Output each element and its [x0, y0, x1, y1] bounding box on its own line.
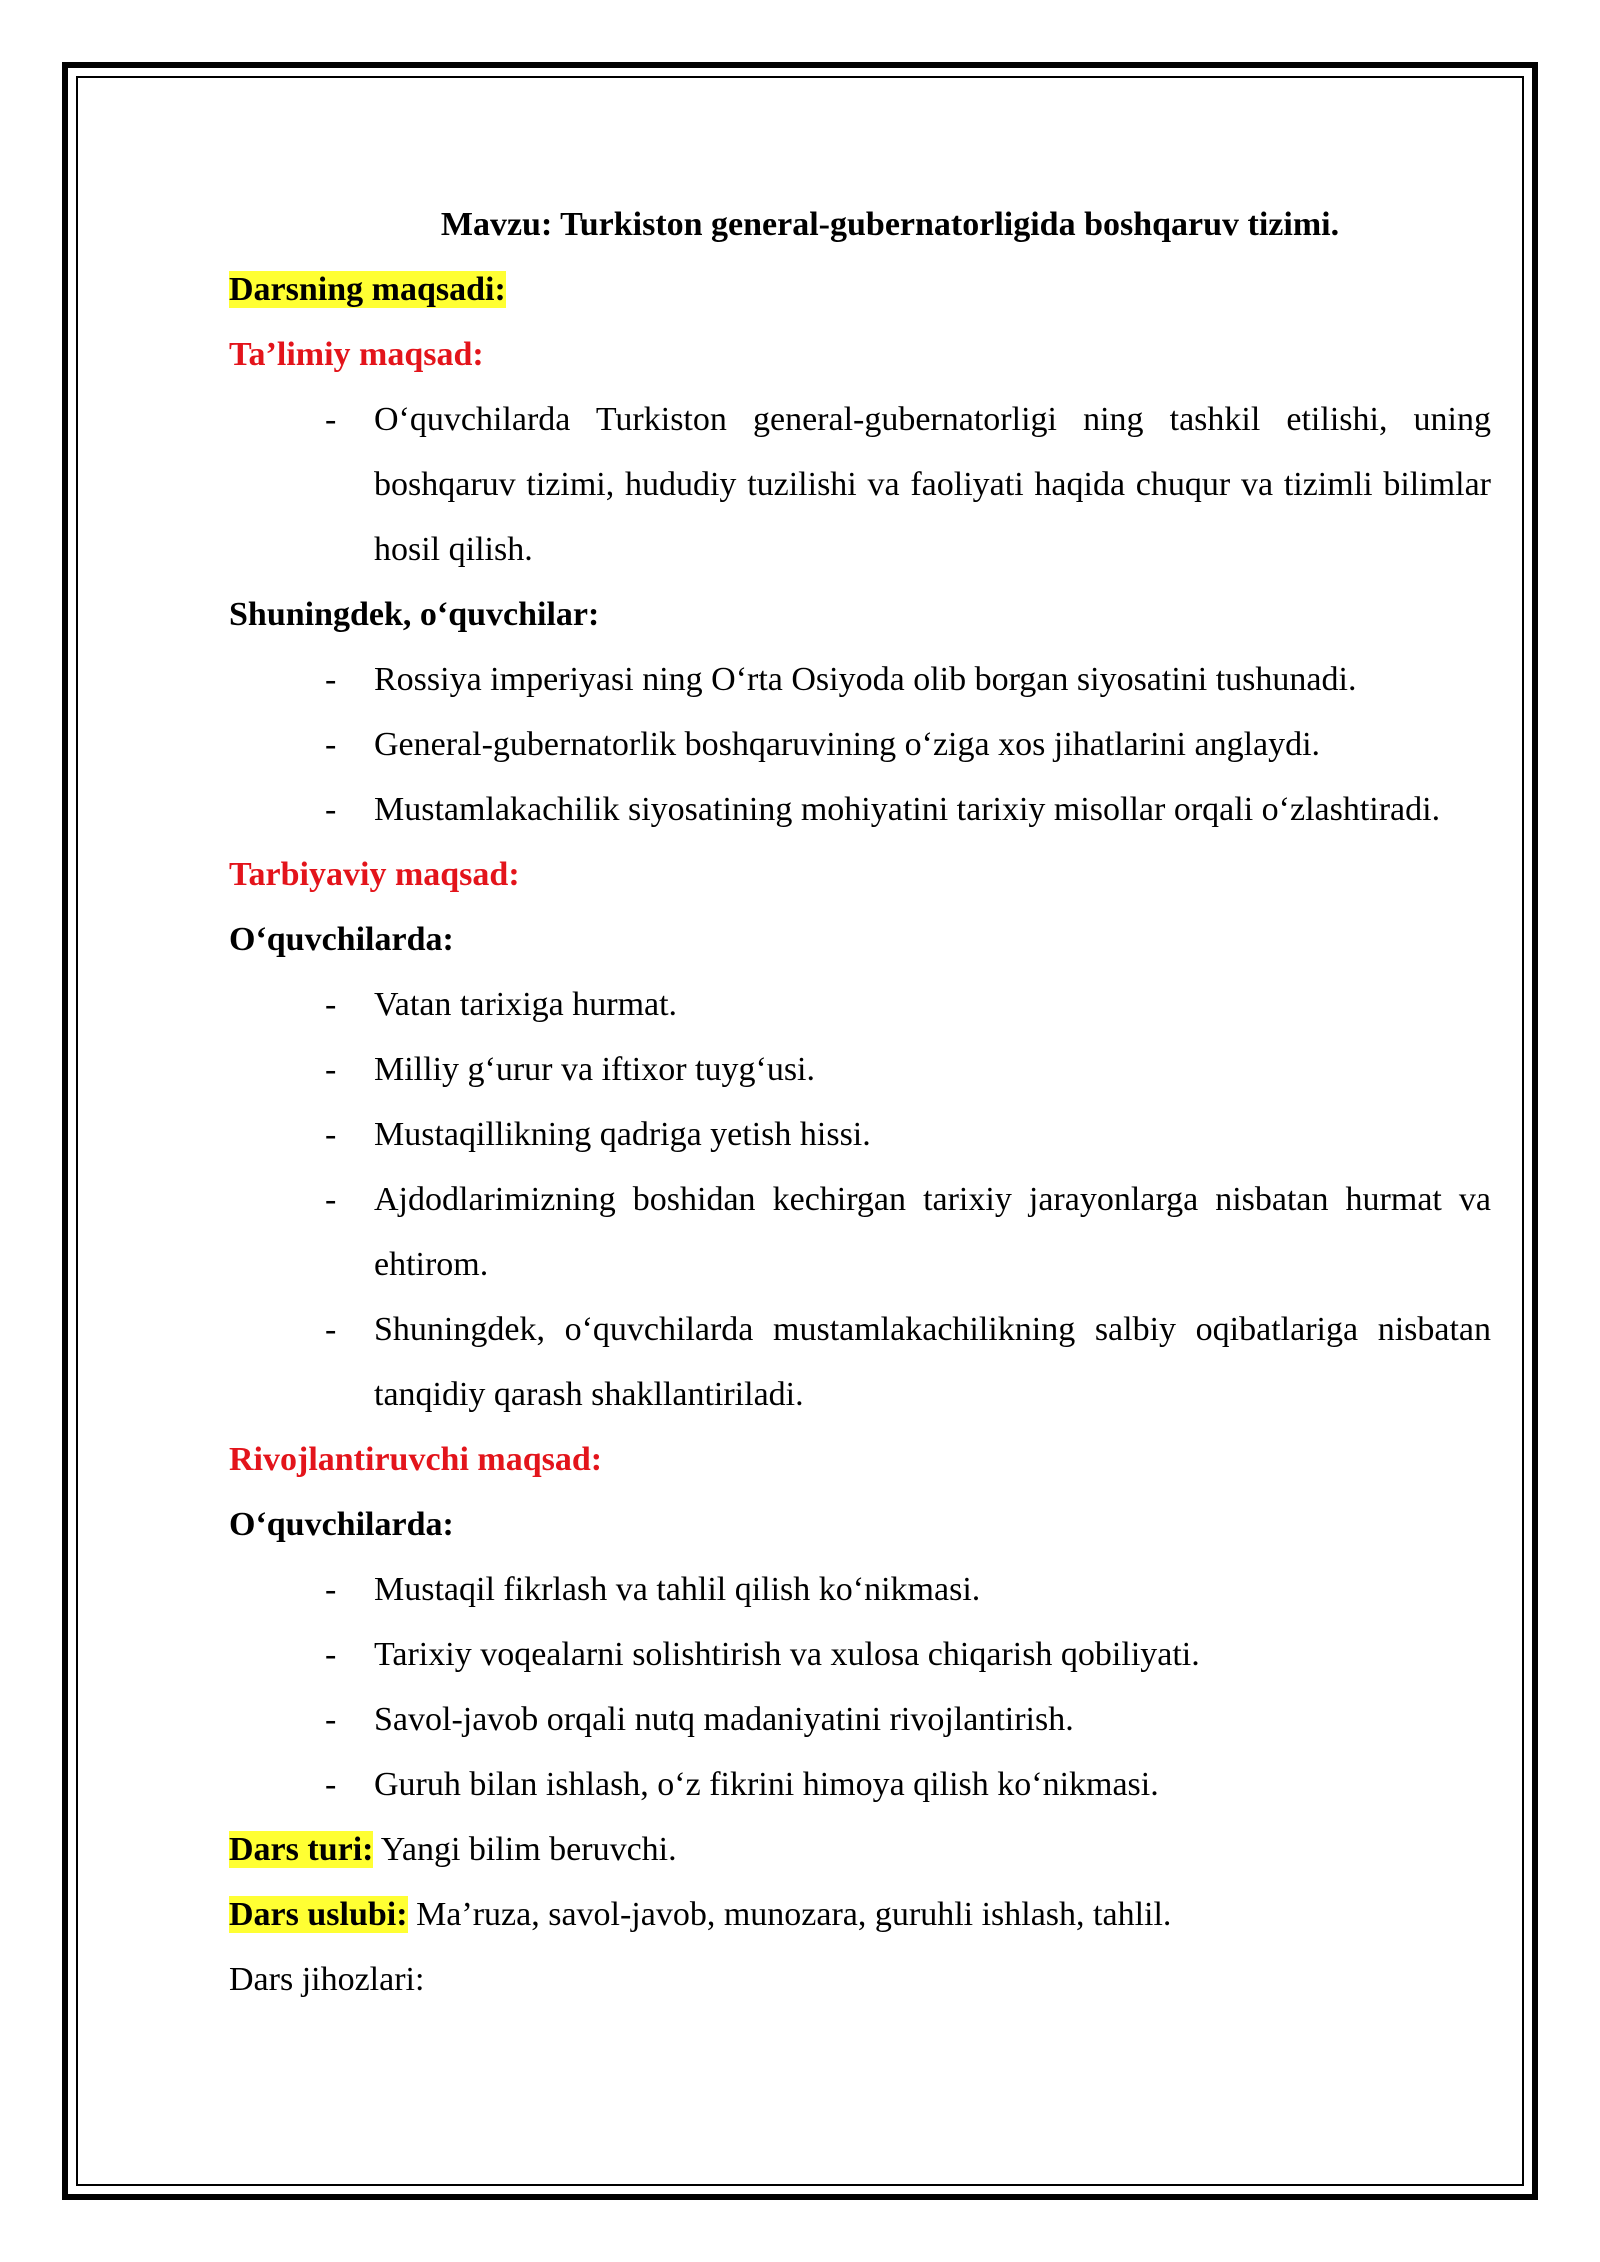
bullet-dash: -	[325, 1766, 337, 1803]
list-item-text: Milliy g‘urur va iftixor tuyg‘usi.	[374, 1051, 816, 1088]
list-item	[229, 777, 1491, 842]
list-item-text: Rossiya imperiyasi ning O‘rta Osiyoda olib borgan siyosatini tushunadi.	[374, 661, 1357, 698]
bullet-dash: -	[325, 1311, 337, 1348]
list-item	[229, 1752, 1491, 1817]
list-item-text: Ajdodlarimizning boshidan kechirgan tarixiy jarayonlarga nisbatan hurmat va ehtirom.	[374, 1181, 1491, 1283]
lesson-method-value: Ma’ruza, savol-javob, munozara, guruhli ishlash, tahlil.	[407, 1896, 1172, 1933]
bullet-dash: -	[325, 791, 337, 828]
bullet-dash: -	[325, 986, 337, 1023]
lesson-method-line	[229, 1882, 1491, 1947]
bullet-dash: -	[325, 1116, 337, 1153]
list-item	[229, 1102, 1491, 1167]
list-item	[229, 1687, 1491, 1752]
document-body	[229, 192, 1491, 2012]
upbringing-subheading: O‘quvchilarda:	[229, 921, 454, 958]
list-item-text: Shuningdek, o‘quvchilarda mustamlakachilikning salbiy oqibatlariga nisbatan tanqidiy qarash shakllantiriladi.	[374, 1311, 1491, 1413]
lesson-type-line	[229, 1817, 1491, 1882]
developmental-subheading: O‘quvchilarda:	[229, 1506, 454, 1543]
list-item	[229, 1297, 1491, 1427]
list-item-text: Guruh bilan ishlash, o‘z fikrini himoya qilish ko‘nikmasi.	[374, 1766, 1159, 1803]
list-item-text: Vatan tarixiga hurmat.	[374, 986, 678, 1023]
educational-heading: Ta’limiy maqsad:	[229, 336, 484, 373]
lesson-type-label: Dars turi:	[229, 1831, 374, 1868]
developmental-list	[229, 1557, 1491, 1817]
bullet-dash: -	[325, 1051, 337, 1088]
bullet-dash: -	[325, 1181, 337, 1218]
list-item	[229, 1167, 1491, 1297]
developmental-heading: Rivojlantiruvchi maqsad:	[229, 1441, 603, 1478]
bullet-dash: -	[325, 401, 337, 438]
list-item-text: Tarixiy voqealarni solishtirish va xulosa chiqarish qobiliyati.	[374, 1636, 1200, 1673]
page-title: Mavzu: Turkiston general-gubernatorligida boshqaruv tizimi.	[440, 206, 1340, 243]
educational-list	[229, 387, 1491, 582]
bullet-dash: -	[325, 1701, 337, 1738]
upbringing-heading: Tarbiyaviy maqsad:	[229, 856, 520, 893]
list-item-text: Savol-javob orqali nutq madaniyatini rivojlantirish.	[374, 1701, 1074, 1738]
list-item-text: Mustaqillikning qadriga yetish hissi.	[374, 1116, 871, 1153]
upbringing-list	[229, 972, 1491, 1427]
goal-heading-text: Darsning maqsadi:	[229, 271, 506, 308]
list-item	[229, 1622, 1491, 1687]
list-item-text: General-gubernatorlik boshqaruvining o‘ziga xos jihatlarini anglaydi.	[374, 726, 1321, 763]
educational-subheading: Shuningdek, o‘quvchilar:	[229, 596, 600, 633]
list-item	[229, 972, 1491, 1037]
list-item	[229, 1557, 1491, 1622]
lesson-method-label: Dars uslubi:	[229, 1896, 408, 1933]
list-item	[229, 647, 1491, 712]
list-item	[229, 387, 1491, 582]
educational-sub-list	[229, 647, 1491, 842]
equipment-label: Dars jihozlari:	[229, 1961, 425, 1998]
list-item-text: O‘quvchilarda Turkiston general-gubernatorligi ning tashkil etilishi, uning boshqaruv tizimi, hududiy tuzilishi va faoliyati haqida chuqur va tizimli bilimlar hosil qilish.	[374, 401, 1491, 568]
goal-heading	[229, 257, 1491, 322]
bullet-dash: -	[325, 1636, 337, 1673]
lesson-type-value: Yangi bilim beruvchi.	[373, 1831, 677, 1868]
list-item-text: Mustamlakachilik siyosatining mohiyatini tarixiy misollar orqali o‘zlashtiradi.	[374, 791, 1441, 828]
list-item-text: Mustaqil fikrlash va tahlil qilish ko‘nikmasi.	[374, 1571, 981, 1608]
list-item	[229, 1037, 1491, 1102]
bullet-dash: -	[325, 726, 337, 763]
list-item	[229, 712, 1491, 777]
bullet-dash: -	[325, 1571, 337, 1608]
bullet-dash: -	[325, 661, 337, 698]
